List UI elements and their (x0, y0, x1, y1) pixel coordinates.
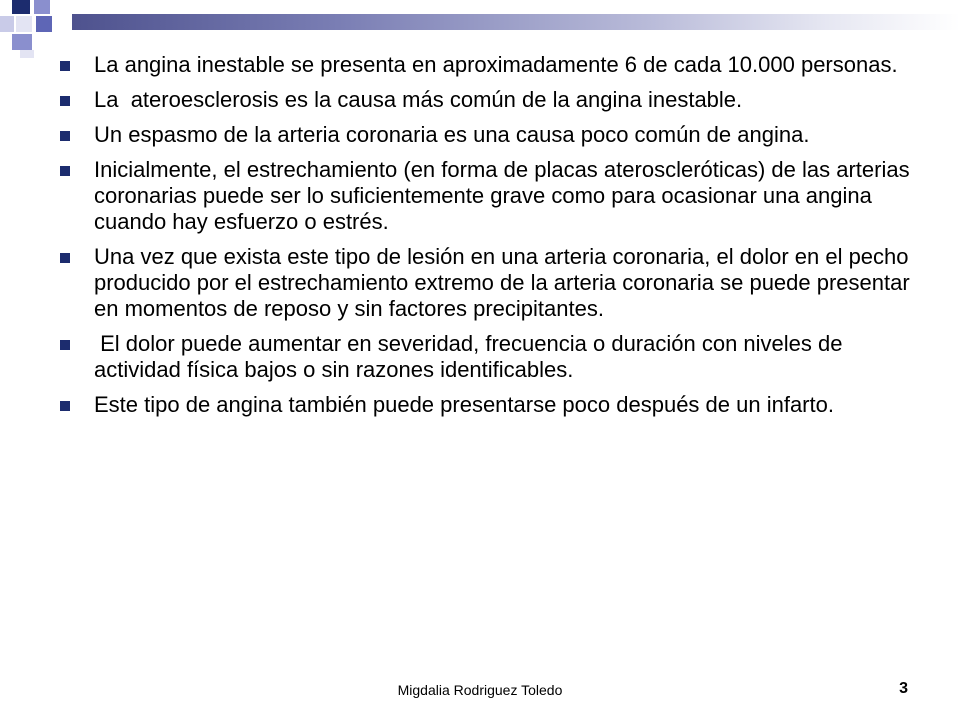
bullet-text: Inicialmente, el estrechamiento (en forma de placas ateroscleróticas) de las arterias coronarias puede ser lo suficientemente grave como para ocasionar una angina cuando hay esfuerzo o estrés. (94, 157, 916, 234)
decorative-square (34, 34, 52, 50)
decorative-square (12, 0, 30, 14)
square-bullet-icon (60, 401, 70, 411)
bullet-text: El dolor puede aumentar en severidad, frecuencia o duración con niveles de actividad física bajos o sin razones identificables. (94, 331, 849, 382)
bullet-item (60, 87, 920, 113)
square-bullet-icon (60, 340, 70, 350)
bullet-item (60, 157, 920, 235)
bullet-item (60, 122, 920, 148)
square-bullet-icon (60, 253, 70, 263)
decorative-square (34, 0, 50, 14)
square-bullet-icon (60, 166, 70, 176)
bullet-item (60, 52, 920, 78)
page-number: 3 (899, 680, 908, 697)
bullet-text: La angina inestable se presenta en aproximadamente 6 de cada 10.000 personas. (94, 52, 898, 77)
decorative-square (12, 34, 32, 50)
bullet-text: Este tipo de angina también puede presentarse poco después de un infarto. (94, 392, 834, 417)
bullet-item (60, 331, 920, 383)
footer-author: Migdalia Rodriguez Toledo (397, 682, 563, 698)
square-bullet-icon (60, 61, 70, 71)
bullet-list (60, 52, 920, 427)
bullet-text: La ateroesclerosis es la causa más común de la angina inestable. (94, 87, 743, 112)
decorative-square (16, 16, 32, 32)
decorative-square (0, 16, 14, 32)
decorative-square (36, 16, 52, 32)
bullet-item (60, 244, 920, 322)
square-bullet-icon (60, 131, 70, 141)
bullet-item (60, 392, 920, 418)
bullet-text: Una vez que exista este tipo de lesión en una arteria coronaria, el dolor en el pecho producido por el estrechamiento extremo de la arteria coronaria se puede presentar en momentos de reposo y sin factores precipitantes. (94, 244, 910, 321)
square-bullet-icon (60, 96, 70, 106)
bullet-text: Un espasmo de la arteria coronaria es una causa poco común de angina. (94, 122, 810, 147)
decorative-square (20, 50, 34, 58)
header-gradient-bar (72, 14, 960, 30)
